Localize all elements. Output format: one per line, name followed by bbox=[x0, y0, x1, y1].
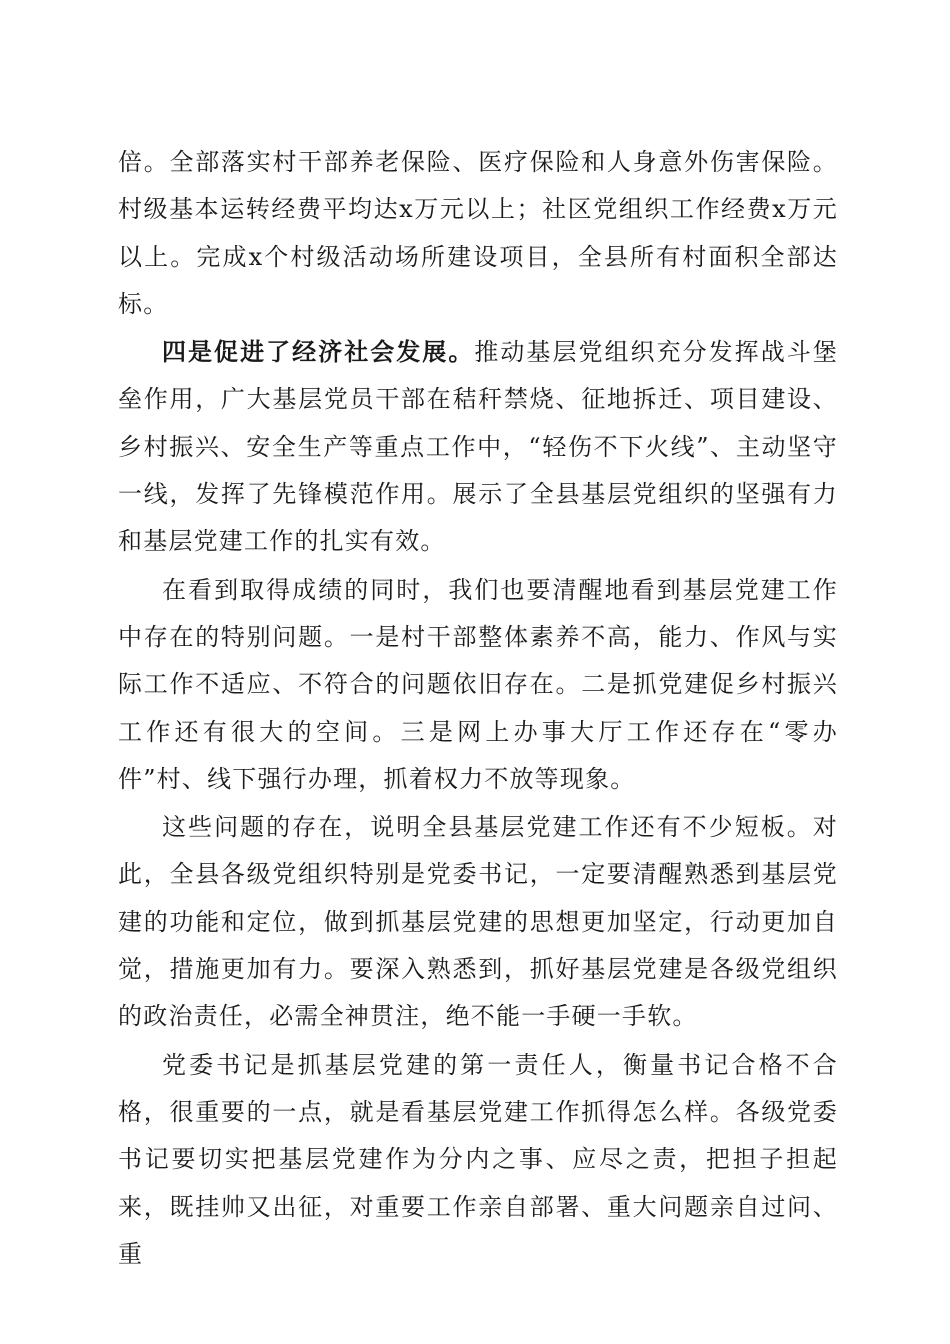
document-body bbox=[118, 138, 838, 1278]
paragraph-shortcomings bbox=[118, 803, 838, 1040]
paragraph-economic-development bbox=[118, 328, 838, 565]
paragraph-text: 这些问题的存在，说明全县基层党建工作还有不少短板。对此，全县各级党组织特别是党委书记，一定要清醒熟悉到基层党建的功能和定位，做到抓基层党建的思想更加坚定，行动更加自觉，措施更加有力。要深入熟悉到，抓好基层党建是各级党组织的政治责任，必需全神贯注，绝不能一手硬一手软。 bbox=[118, 813, 838, 1031]
paragraph-party-secretary bbox=[118, 1041, 838, 1278]
paragraph-text: 在看到取得成绩的同时，我们也要清醒地看到基层党建工作中存在的特别问题。一是村干部整体素养不高，能力、作风与实际工作不适应、不符合的问题依旧存在。二是抓党建促乡村振兴工作还有很大的空间。三是网上办事大厅工作还存在“零办件”村、线下强行办理，抓着权力不放等现象。 bbox=[118, 575, 838, 793]
paragraph-text: 倍。全部落实村干部养老保险、医疗保险和人身意外伤害保险。村级基本运转经费平均达x万元以上；社区党组织工作经费x万元以上。完成x个村级活动场所建设项目，全县所有村面积全部达标。 bbox=[118, 148, 838, 318]
paragraph-continuation bbox=[118, 138, 838, 328]
paragraph-text: 党委书记是抓基层党建的第一责任人，衡量书记合格不合格，很重要的一点，就是看基层党建工作抓得怎么样。各级党委书记要切实把基层党建作为分内之事、应尽之责，把担子担起来，既挂帅又出征，对重要工作亲自部署、重大问题亲自过问、重 bbox=[118, 1050, 838, 1268]
paragraph-text: 推动基层党组织充分发挥战斗堡垒作用，广大基层党员干部在秸秆禁烧、征地拆迁、项目建设、乡村振兴、安全生产等重点工作中，“轻伤不下火线”、主动坚守一线，发挥了先锋模范作用。展示了全县基层党组织的坚强有力和基层党建工作的扎实有效。 bbox=[118, 338, 838, 556]
paragraph-lead: 四是促进了经济社会发展。 bbox=[162, 337, 475, 367]
paragraph-problems bbox=[118, 566, 838, 803]
